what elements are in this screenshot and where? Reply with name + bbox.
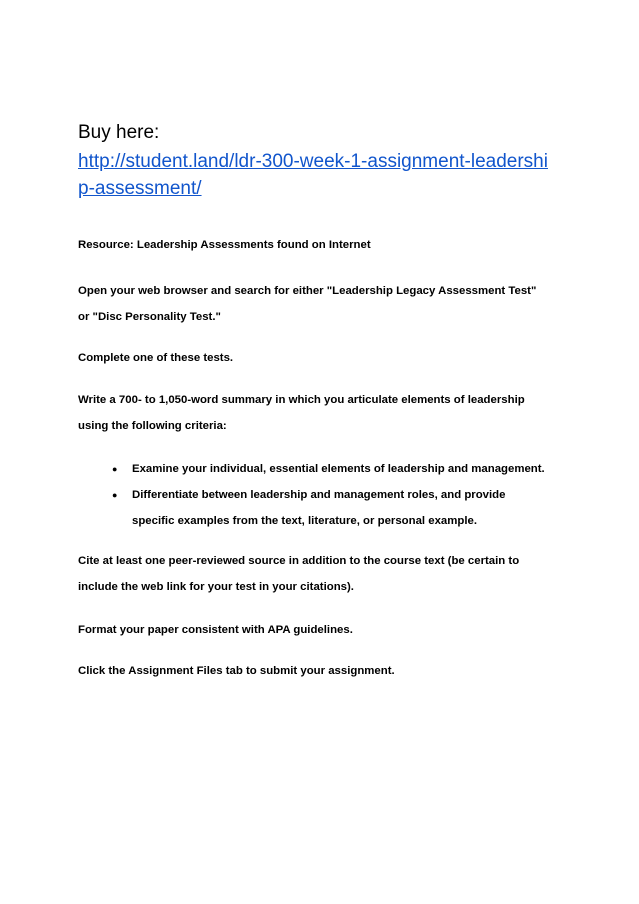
open-browser-paragraph	[78, 278, 578, 330]
bullet-icon: ●	[112, 490, 118, 500]
submit-instruction-line: Click the Assignment Files tab to submit your assignment.	[78, 665, 395, 677]
criteria-item	[78, 456, 598, 482]
cite-line-1: Cite at least one peer-reviewed source in addition to the course text (be certain to	[78, 555, 520, 567]
bullet-icon: ●	[112, 464, 118, 474]
cite-paragraph	[78, 548, 578, 600]
criteria-list	[78, 456, 598, 534]
criteria-text-line-2: specific examples from the text, literature, or personal example.	[132, 515, 478, 527]
open-browser-line-1: Open your web browser and search for either "Leadership Legacy Assessment Test"	[78, 285, 537, 297]
format-line: Format your paper consistent with APA guidelines.	[78, 624, 353, 636]
open-browser-line-2: or "Disc Personality Test."	[78, 311, 221, 323]
criteria-text-line-1: Differentiate between leadership and management roles, and provide	[132, 489, 506, 501]
resource-line: Resource: Leadership Assessments found on Internet	[78, 239, 371, 251]
complete-tests-line: Complete one of these tests.	[78, 352, 234, 364]
write-summary-line-2: using the following criteria:	[78, 420, 227, 432]
criteria-text-line-1: Examine your individual, essential elements of leadership and management.	[132, 463, 545, 475]
buy-here-label: Buy here:	[78, 122, 160, 143]
purchase-link-line-1[interactable]: http://student.land/ldr-300-week-1-assignment-leadershi	[78, 151, 548, 172]
purchase-link[interactable]	[78, 148, 568, 202]
criteria-item	[78, 482, 598, 534]
write-summary-line-1: Write a 700- to 1,050-word summary in which you articulate elements of leadership	[78, 394, 525, 406]
purchase-link-line-2[interactable]: p-assessment/	[78, 178, 202, 199]
cite-line-2: include the web link for your test in your citations).	[78, 581, 354, 593]
write-summary-paragraph	[78, 387, 578, 439]
